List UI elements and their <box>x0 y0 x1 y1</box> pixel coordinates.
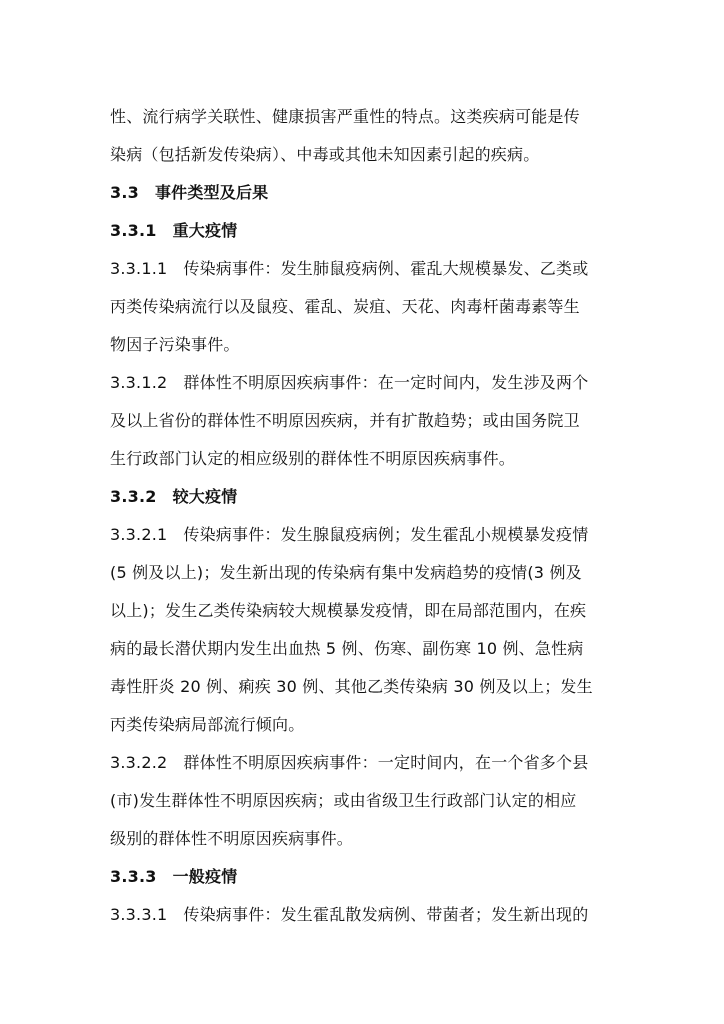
clause-text: 传染病事件：发生腺鼠疫病例；发生霍乱小规模暴发疫情 <box>183 525 589 544</box>
body-line: 毒性肝炎 20 例、痢疾 30 例、其他乙类传染病 30 例及以上；发生 <box>110 677 593 696</box>
body-line: (市)发生群体性不明原因疾病；或由省级卫生行政部门认定的相应 <box>110 791 577 810</box>
clause-line <box>110 896 620 934</box>
body-line: 级别的群体性不明原因疾病事件。 <box>110 829 354 848</box>
body-line: 以上)；发生乙类传染病较大规模暴发疫情，即在局部范围内，在疾 <box>110 601 587 620</box>
subsection-heading <box>110 478 620 516</box>
section-number: 3.3.2 <box>110 487 157 506</box>
clause-number: 3.3.3.1 <box>110 905 168 924</box>
body-line: 及以上省份的群体性不明原因疾病，并有扩散趋势；或由国务院卫 <box>110 411 580 430</box>
section-title: 较大疫情 <box>172 487 238 506</box>
body-line: 丙类传染病流行以及鼠疫、霍乱、炭疽、天花、肉毒杆菌毒素等生 <box>110 297 580 316</box>
clause-line <box>110 364 620 402</box>
clause-number: 3.3.1.1 <box>110 259 168 278</box>
clause-number: 3.3.2.1 <box>110 525 168 544</box>
body-line: 物因子污染事件。 <box>110 335 240 354</box>
section-title: 事件类型及后果 <box>154 183 269 202</box>
clause-line <box>110 250 620 288</box>
section-heading <box>110 174 620 212</box>
section-number: 3.3.3 <box>110 867 157 886</box>
section-number: 3.3 <box>110 183 139 202</box>
subsection-heading <box>110 858 620 896</box>
body-line: 丙类传染病局部流行倾向。 <box>110 715 305 734</box>
subsection-heading <box>110 212 620 250</box>
clause-number: 3.3.2.2 <box>110 753 168 772</box>
body-line: (5 例及以上)；发生新出现的传染病有集中发病趋势的疫情(3 例及 <box>110 563 582 582</box>
body-line: 病的最长潜伏期内发生出血热 5 例、伤寒、副伤寒 10 例、急性病 <box>110 639 584 658</box>
body-line: 生行政部门认定的相应级别的群体性不明原因疾病事件。 <box>110 449 516 468</box>
clause-text: 传染病事件：发生肺鼠疫病例、霍乱大规模暴发、乙类或 <box>183 259 589 278</box>
clause-text: 群体性不明原因疾病事件：一定时间内，在一个省多个县 <box>183 753 589 772</box>
document-page <box>110 98 620 934</box>
clause-line <box>110 516 620 554</box>
body-line: 染病（包括新发传染病）、中毒或其他未知因素引起的疾病。 <box>110 145 540 164</box>
clause-line <box>110 744 620 782</box>
section-title: 一般疫情 <box>172 867 238 886</box>
clause-text: 群体性不明原因疾病事件：在一定时间内，发生涉及两个 <box>183 373 589 392</box>
clause-number: 3.3.1.2 <box>110 373 168 392</box>
body-line: 性、流行病学关联性、健康损害严重性的特点。这类疾病可能是传 <box>110 107 580 126</box>
section-title: 重大疫情 <box>172 221 238 240</box>
clause-text: 传染病事件：发生霍乱散发病例、带菌者；发生新出现的 <box>183 905 589 924</box>
section-number: 3.3.1 <box>110 221 157 240</box>
